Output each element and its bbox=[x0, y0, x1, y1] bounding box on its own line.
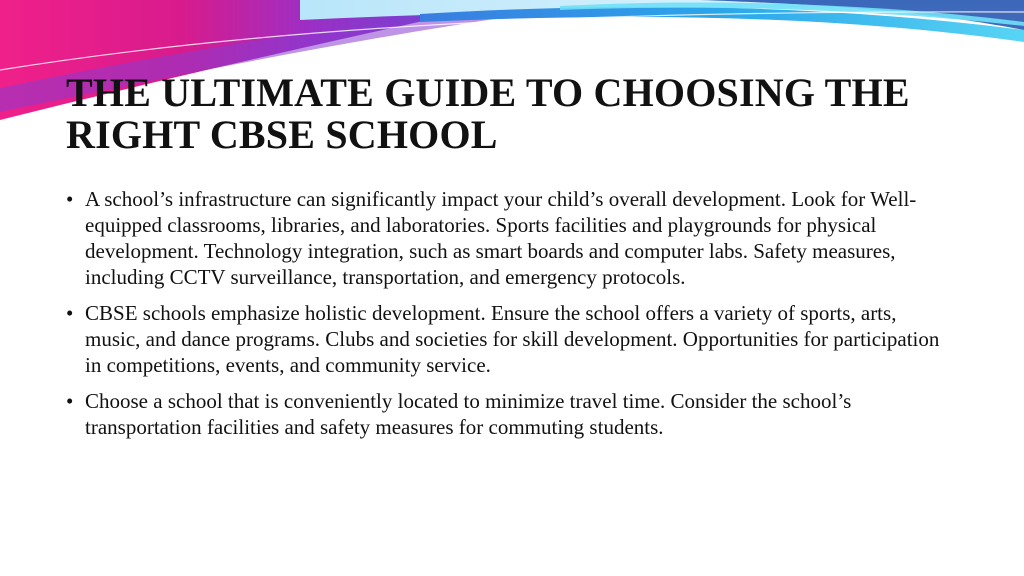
bullet-dot-icon: • bbox=[66, 389, 74, 413]
bullet-text: A school’s infrastructure can significantly impact your child’s overall development. Look for Well-equipped classrooms, libraries, and laboratories. Sports facilities and playgrounds for physical development. Technology integration, such as smart boards and computer labs. Safety measures, including CCTV surveillance, transportation, and emergency protocols. bbox=[85, 187, 917, 289]
bullet-list bbox=[66, 186, 946, 450]
bullet-text: Choose a school that is conveniently located to minimize travel time. Consider the school’s transportation facilities and safety measures for commuting students. bbox=[85, 389, 852, 439]
list-item bbox=[66, 388, 946, 440]
bullet-dot-icon: • bbox=[66, 187, 74, 211]
list-item bbox=[66, 300, 946, 378]
bullet-text: CBSE schools emphasize holistic development. Ensure the school offers a variety of sports, arts, music, and dance programs. Clubs and societies for skill development. Opportunities for participation in competitions, events, and community service. bbox=[85, 301, 940, 377]
slide-title: THE ULTIMATE GUIDE TO CHOOSING THE RIGHT CBSE SCHOOL bbox=[66, 70, 910, 157]
list-item bbox=[66, 186, 946, 290]
bullet-dot-icon: • bbox=[66, 301, 74, 325]
